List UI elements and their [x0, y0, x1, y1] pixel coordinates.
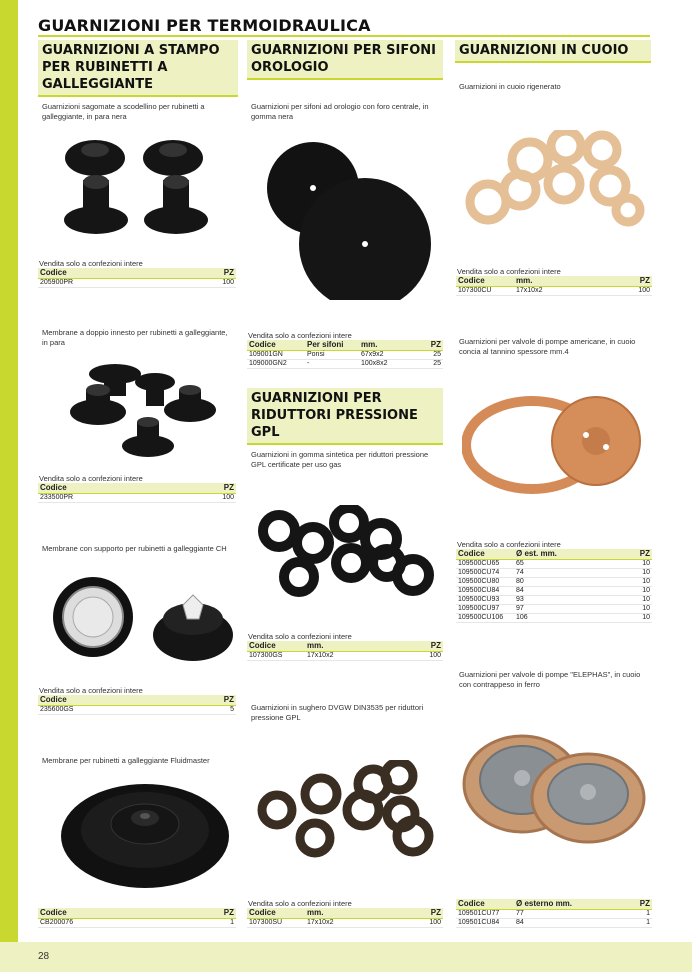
table-row: 109500CU106 106 10	[458, 614, 650, 621]
table-row: 109500CU97 97 10	[458, 605, 650, 612]
product-image-elephas	[458, 730, 648, 845]
product-table: Codice mm. PZ 107300SU 17x10x2 100	[249, 908, 441, 926]
section-heading-stampo: GUARNIZIONI A STAMPO PER RUBINETTI A GALLEGGIANTE	[38, 40, 238, 95]
product-description: Membrane per rubinetti a galleggiante Fluidmaster	[42, 756, 210, 765]
table-row: 109501CU84 84 1	[458, 919, 650, 926]
sidebar-accent	[0, 0, 18, 972]
table-row: 109001GN Ponsi 67x9x2 25	[249, 351, 441, 358]
table-row: 235600GS 5	[40, 706, 234, 713]
page-number: 28	[38, 951, 50, 962]
sale-note: Vendita solo a confezioni intere	[248, 632, 352, 641]
product-table: Codice PZ 233500PR 100	[40, 483, 234, 501]
section-heading-riduttori: GUARNIZIONI PER RIDUTTORI PRESSIONE GPL	[247, 388, 443, 443]
product-description: Guarnizioni in sughero DVGW DIN3535 per riduttori pressione GPL	[251, 703, 424, 722]
product-image-fluidmaster	[55, 780, 230, 890]
sale-note: Vendita solo a confezioni intere	[39, 474, 143, 483]
table-row: 109500CU80 80 10	[458, 578, 650, 585]
section-heading-sifoni: GUARNIZIONI PER SIFONI OROLOGIO	[247, 40, 443, 78]
product-description: Guarnizioni per sifoni ad orologio con foro centrale, in gomma nera	[251, 102, 429, 121]
product-image-valvole-americane	[462, 395, 652, 495]
product-table: Codice PZ CB200076 1	[40, 908, 234, 926]
table-row: 107300SU 17x10x2 100	[249, 919, 441, 926]
product-description: Membrane con supporto per rubinetti a galleggiante CH	[42, 544, 227, 553]
table-row: 109500CU84 84 10	[458, 587, 650, 594]
product-image-scodellino	[55, 130, 230, 255]
product-table: Codice Per sifoni mm. PZ 109001GN Ponsi 67x9x2 25 109000GN2 - 100x8x2 25	[249, 340, 441, 367]
table-row: 233500PR 100	[40, 494, 234, 501]
product-image-gomma-gpl	[255, 505, 440, 600]
sale-note: Vendita solo a confezioni intere	[39, 259, 143, 268]
product-image-cuoio-rigenerato	[460, 130, 645, 230]
product-description: Guarnizioni sagomate a scodellino per rubinetti a galleggiante, in para nera	[42, 102, 205, 121]
sale-note: Vendita solo a confezioni intere	[457, 540, 561, 549]
table-row: 109500CU65 65 10	[458, 560, 650, 567]
table-row: 109501CU77 77 1	[458, 910, 650, 917]
sale-note: Vendita solo a confezioni intere	[39, 686, 143, 695]
product-table: Codice Ø esterno mm. PZ 109501CU77 77 1 109501CU84 84 1	[458, 899, 650, 926]
product-table: Codice PZ 235600GS 5	[40, 695, 234, 713]
product-description: Membrane a doppio innesto per rubinetti a galleggiante, in para	[42, 328, 228, 347]
sale-note: Vendita solo a confezioni intere	[248, 899, 352, 908]
product-table: Codice Ø est. mm. PZ 109500CU65 65 10 109500CU74 74 10 109500CU80 80 10 109500CU84 84 10 109500CU93 93 10 109500CU97 97 10 109500CU106 106 10	[458, 549, 650, 621]
table-row: 109500CU74 74 10	[458, 569, 650, 576]
product-description: Guarnizioni per valvole di pompe "ELEPHAS", in cuoio con contrappeso in ferro	[459, 670, 641, 689]
section-heading-cuoio: GUARNIZIONI IN CUOIO	[455, 40, 651, 61]
table-row: 109000GN2 - 100x8x2 25	[249, 360, 441, 367]
table-row: 205900PR 100	[40, 279, 234, 286]
table-row: 107300GS 17x10x2 100	[249, 652, 441, 659]
table-row: 109500CU93 93 10	[458, 596, 650, 603]
product-table: Codice mm. PZ 107300GS 17x10x2 100	[249, 641, 441, 659]
title-rule	[38, 35, 650, 37]
product-description: Guarnizioni per valvole di pompe americane, in cuoio concia al tannino spessore mm.4	[459, 337, 636, 356]
product-image-sughero	[255, 760, 440, 860]
product-table: Codice PZ 205900PR 100	[40, 268, 234, 286]
sale-note: Vendita solo a confezioni intere	[248, 331, 352, 340]
product-table: Codice mm. PZ 107300CU 17x10x2 100	[458, 276, 650, 294]
table-row: CB200076 1	[40, 919, 234, 926]
product-description: Guarnizioni in cuoio rigenerato	[459, 82, 561, 91]
product-image-membrane-innesto	[60, 360, 225, 460]
sale-note: Vendita solo a confezioni intere	[457, 267, 561, 276]
product-description: Guarnizioni in gomma sintetica per riduttori pressione GPL certificate per uso gas	[251, 450, 429, 469]
product-image-membrane-supporto	[45, 575, 235, 675]
page-title: GUARNIZIONI PER TERMOIDRAULICA	[38, 16, 371, 35]
table-row: 107300CU 17x10x2 100	[458, 287, 650, 294]
footer-band	[0, 942, 692, 972]
product-image-sifoni	[255, 140, 445, 300]
